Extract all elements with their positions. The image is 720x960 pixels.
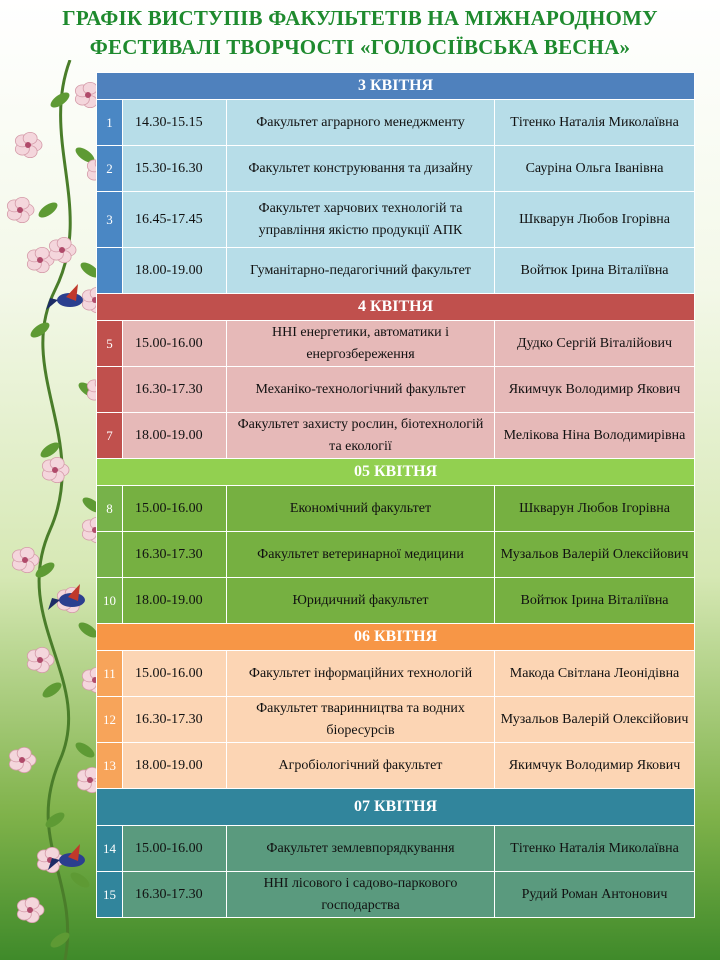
blossom-icon xyxy=(27,647,54,672)
faculty-name: Економічний факультет xyxy=(227,486,495,532)
faculty-name: Факультет захисту рослин, біотехнологій та екології xyxy=(227,413,495,459)
faculty-name: Факультет харчових технологій та управління якістю продукції АПК xyxy=(227,192,495,248)
leaf-icon xyxy=(40,680,64,701)
time-slot: 15.30-16.30 xyxy=(123,146,227,192)
faculty-name: ННІ лісового і садово-паркового господарства xyxy=(227,872,495,918)
row-number: 3 xyxy=(97,192,123,248)
blossom-icon xyxy=(12,547,39,572)
day-header-row xyxy=(97,789,695,826)
responsible-person: Мелікова Ніна Володимирівна xyxy=(495,413,695,459)
time-slot: 16.30-17.30 xyxy=(123,367,227,413)
day-header-row xyxy=(97,624,695,651)
faculty-name: Юридичний факультет xyxy=(227,578,495,624)
blossom-icon xyxy=(49,237,76,262)
blossom-icon xyxy=(17,897,44,922)
time-slot: 15.00-16.00 xyxy=(123,651,227,697)
page-title xyxy=(0,4,720,62)
time-slot: 16.30-17.30 xyxy=(123,532,227,578)
time-slot: 14.30-15.15 xyxy=(123,100,227,146)
row-number xyxy=(97,248,123,294)
row-number xyxy=(97,367,123,413)
day-header: 07 КВІТНЯ xyxy=(97,789,695,826)
faculty-name: ННІ енергетики, автоматики і енергозбереження xyxy=(227,321,495,367)
schedule-body xyxy=(97,73,695,918)
time-slot: 15.00-16.00 xyxy=(123,486,227,532)
day-header: 4 КВІТНЯ xyxy=(97,294,695,321)
schedule-row xyxy=(97,100,695,146)
faculty-name: Факультет аграрного менеджменту xyxy=(227,100,495,146)
blossom-icon xyxy=(15,132,42,157)
schedule-row xyxy=(97,248,695,294)
responsible-person: Макода Світлана Леонідівна xyxy=(495,651,695,697)
blossom-icon xyxy=(9,747,36,772)
responsible-person: Рудий Роман Антонович xyxy=(495,872,695,918)
faculty-name: Факультет землевпорядкування xyxy=(227,826,495,872)
responsible-person: Тітенко Наталія Миколаївна xyxy=(495,100,695,146)
responsible-person: Сауріна Ольга Іванівна xyxy=(495,146,695,192)
faculty-name: Факультет тваринництва та водних біоресурсів xyxy=(227,697,495,743)
time-slot: 15.00-16.00 xyxy=(123,321,227,367)
time-slot: 16.45-17.45 xyxy=(123,192,227,248)
day-header: 3 КВІТНЯ xyxy=(97,73,695,100)
responsible-person: Войтюк Ірина Віталіївна xyxy=(495,248,695,294)
schedule-row xyxy=(97,486,695,532)
row-number: 13 xyxy=(97,743,123,789)
schedule-row xyxy=(97,743,695,789)
row-number: 2 xyxy=(97,146,123,192)
responsible-person: Музальов Валерій Олексійович xyxy=(495,532,695,578)
responsible-person: Тітенко Наталія Миколаївна xyxy=(495,826,695,872)
row-number: 14 xyxy=(97,826,123,872)
blossom-icon xyxy=(42,457,69,482)
responsible-person: Якимчук Володимир Якович xyxy=(495,743,695,789)
faculty-name: Механіко-технологічний факультет xyxy=(227,367,495,413)
time-slot: 16.30-17.30 xyxy=(123,697,227,743)
responsible-person: Дудко Сергій Віталійович xyxy=(495,321,695,367)
faculty-name: Агробіологічний факультет xyxy=(227,743,495,789)
time-slot: 18.00-19.00 xyxy=(123,413,227,459)
schedule-row xyxy=(97,321,695,367)
row-number xyxy=(97,532,123,578)
schedule-row xyxy=(97,578,695,624)
schedule-row xyxy=(97,532,695,578)
leaf-icon xyxy=(73,740,97,761)
row-number: 12 xyxy=(97,697,123,743)
time-slot: 16.30-17.30 xyxy=(123,872,227,918)
schedule-row xyxy=(97,872,695,918)
leaf-icon xyxy=(28,320,52,341)
responsible-person: Шкварун Любов Ігорівна xyxy=(495,486,695,532)
row-number: 11 xyxy=(97,651,123,697)
title-line-2: ФЕСТИВАЛІ ТВОРЧОСТІ «ГОЛОСІЇВСЬКА ВЕСНА» xyxy=(89,35,631,59)
schedule-row xyxy=(97,697,695,743)
time-slot: 15.00-16.00 xyxy=(123,826,227,872)
row-number: 5 xyxy=(97,321,123,367)
responsible-person: Музальов Валерій Олексійович xyxy=(495,697,695,743)
day-header: 06 КВІТНЯ xyxy=(97,624,695,651)
schedule-row xyxy=(97,146,695,192)
row-number: 15 xyxy=(97,872,123,918)
time-slot: 18.00-19.00 xyxy=(123,743,227,789)
responsible-person: Шкварун Любов Ігорівна xyxy=(495,192,695,248)
schedule-table xyxy=(96,72,695,918)
row-number: 10 xyxy=(97,578,123,624)
schedule-row xyxy=(97,413,695,459)
leaf-icon xyxy=(36,200,60,221)
title-line-1: ГРАФІК ВИСТУПІВ ФАКУЛЬТЕТІВ НА МІЖНАРОДНОМУ xyxy=(62,6,658,30)
time-slot: 18.00-19.00 xyxy=(123,578,227,624)
blossom-icon xyxy=(7,197,34,222)
faculty-name: Факультет ветеринарної медицини xyxy=(227,532,495,578)
time-slot: 18.00-19.00 xyxy=(123,248,227,294)
day-header-row xyxy=(97,294,695,321)
row-number: 7 xyxy=(97,413,123,459)
schedule-row xyxy=(97,367,695,413)
leaf-icon xyxy=(68,870,92,891)
faculty-name: Факультет конструювання та дизайну xyxy=(227,146,495,192)
schedule-row xyxy=(97,651,695,697)
schedule-row xyxy=(97,826,695,872)
day-header-row xyxy=(97,459,695,486)
row-number: 1 xyxy=(97,100,123,146)
faculty-name: Факультет інформаційних технологій xyxy=(227,651,495,697)
responsible-person: Войтюк Ірина Віталіївна xyxy=(495,578,695,624)
row-number: 8 xyxy=(97,486,123,532)
responsible-person: Якимчук Володимир Якович xyxy=(495,367,695,413)
day-header-row xyxy=(97,73,695,100)
day-header: 05 КВІТНЯ xyxy=(97,459,695,486)
schedule-row xyxy=(97,192,695,248)
faculty-name: Гуманітарно-педагогічний факультет xyxy=(227,248,495,294)
